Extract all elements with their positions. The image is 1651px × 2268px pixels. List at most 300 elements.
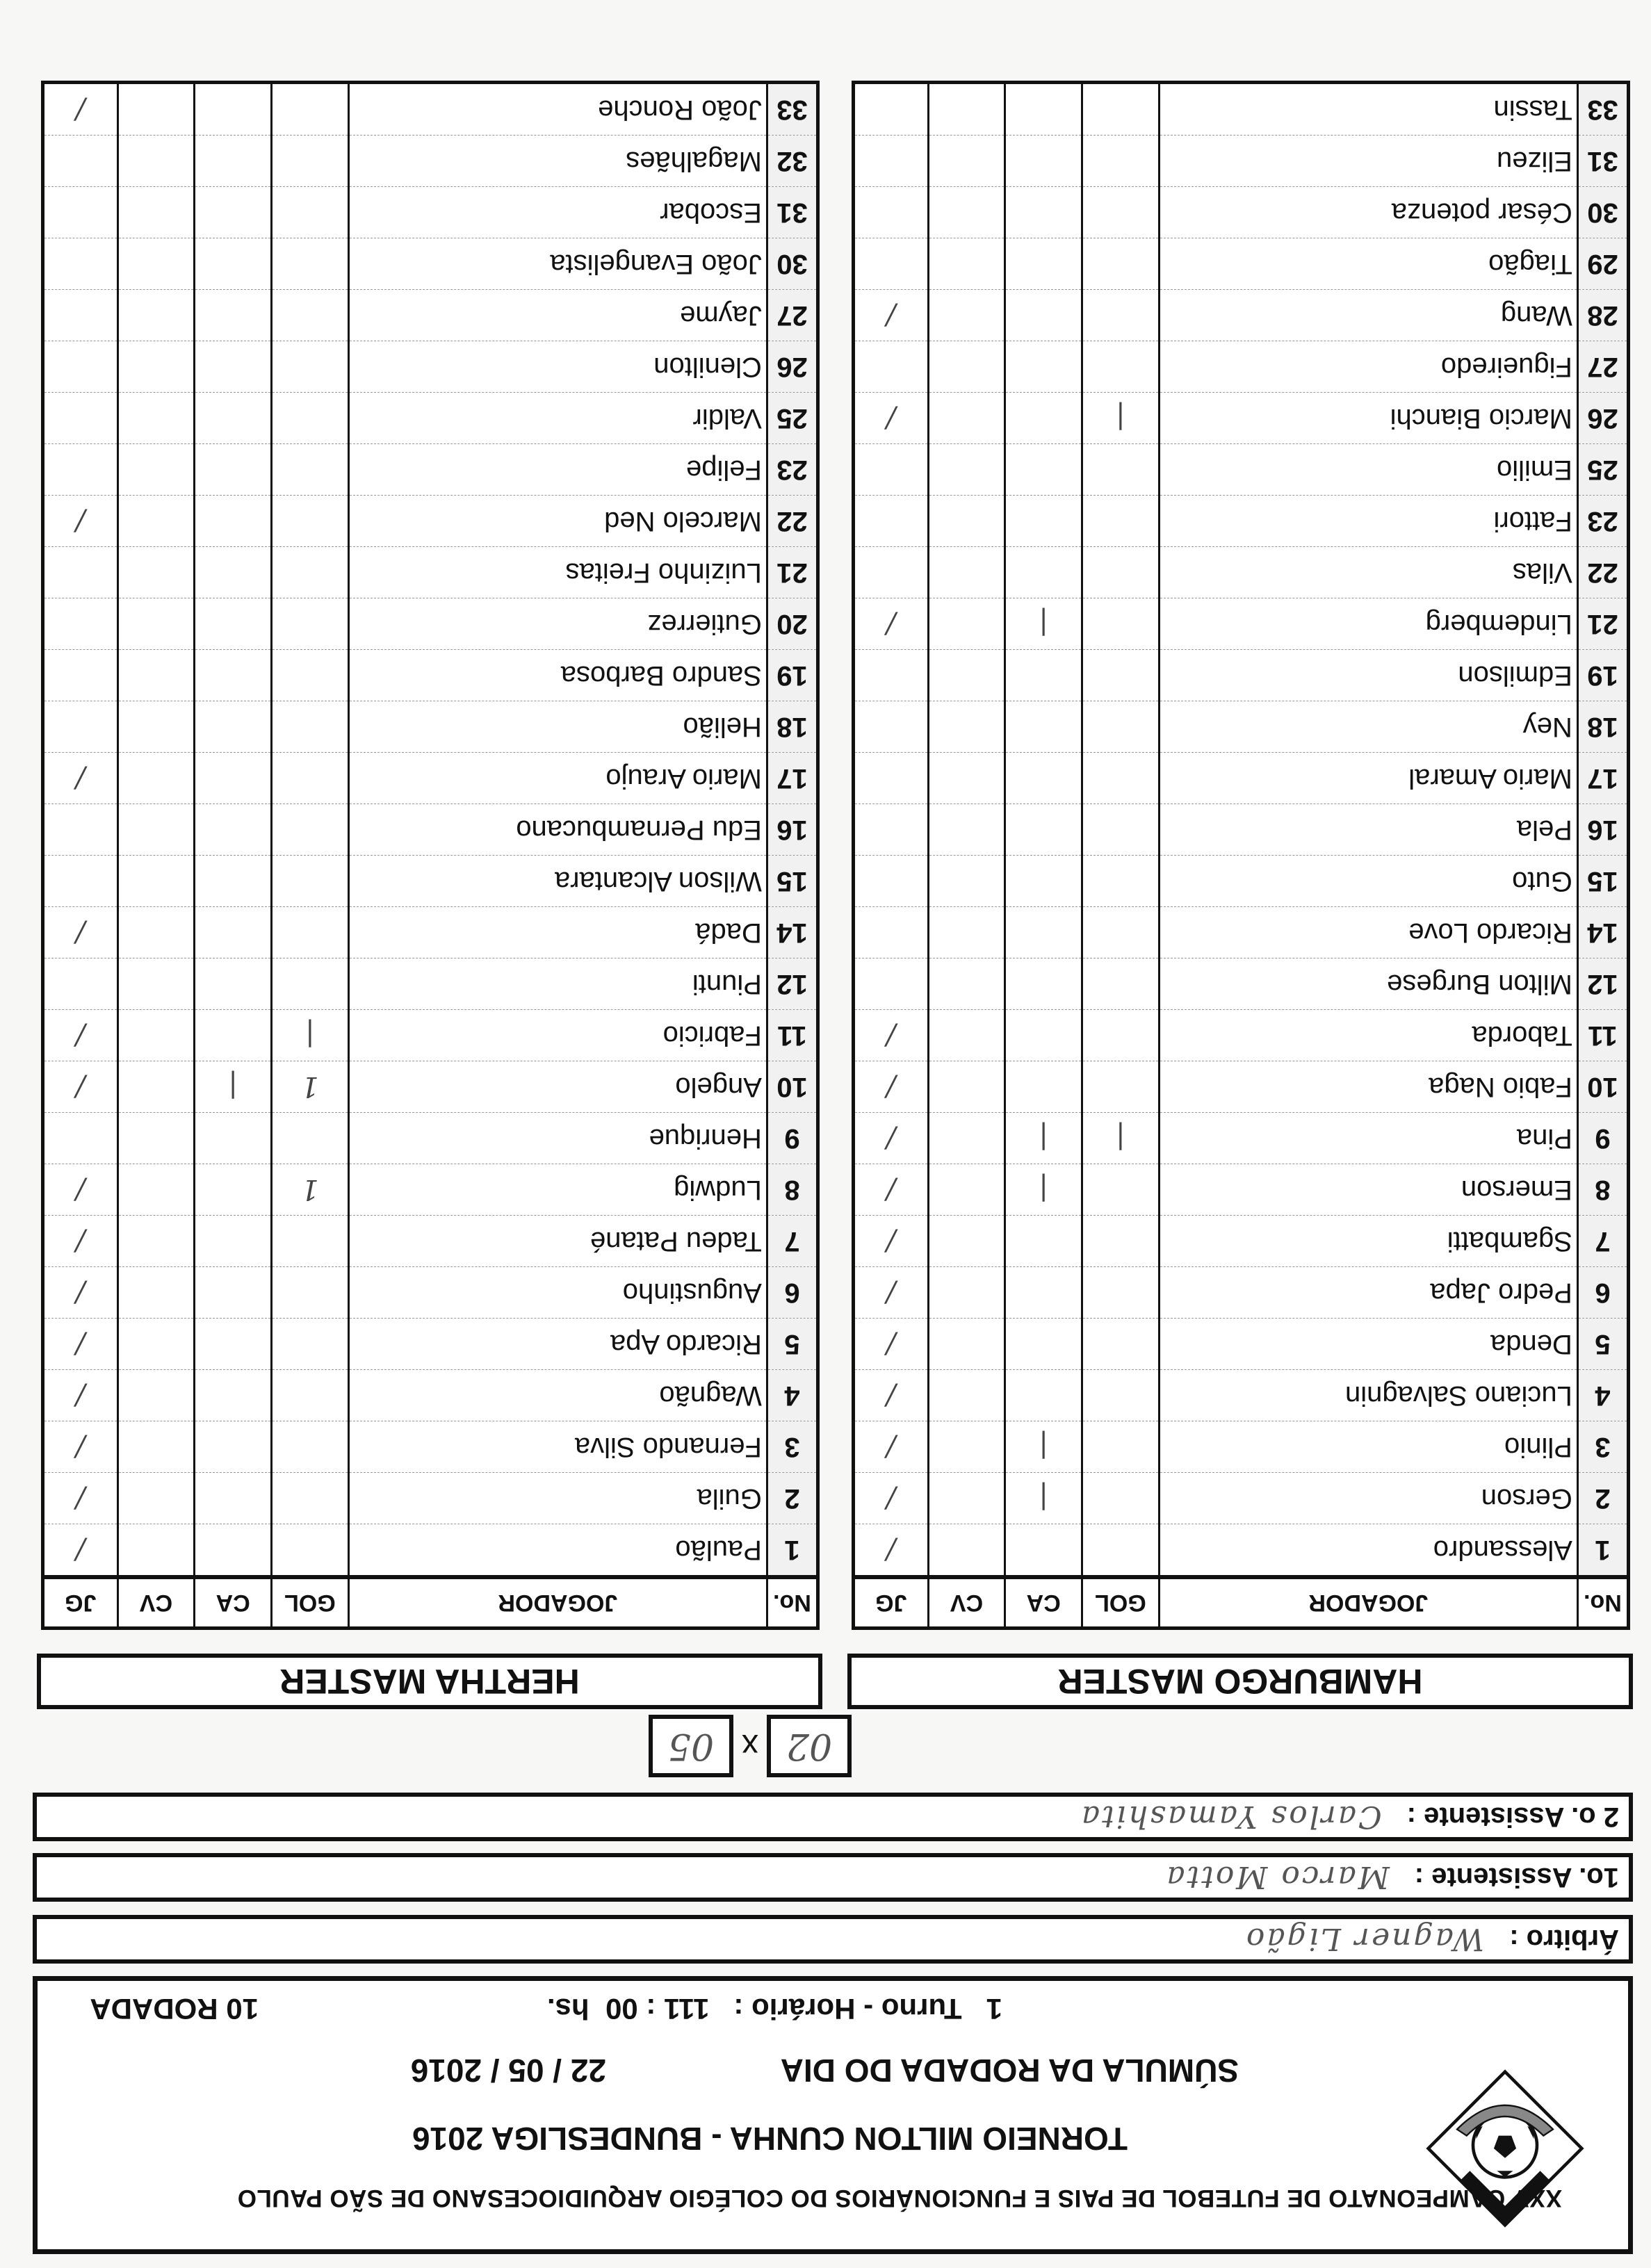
ca-cell[interactable] xyxy=(195,701,272,753)
jg-cell[interactable] xyxy=(854,547,929,598)
gol-cell[interactable] xyxy=(1082,753,1160,804)
jg-cell[interactable]: / xyxy=(854,1164,929,1216)
player-name: César potenza xyxy=(1159,187,1577,238)
player-row xyxy=(43,238,818,290)
gol-cell[interactable] xyxy=(1082,341,1160,393)
jg-cell[interactable]: / xyxy=(854,1216,929,1267)
player-number: 1 xyxy=(767,1524,818,1578)
player-name: Wang xyxy=(1159,290,1577,341)
gol-cell[interactable] xyxy=(272,1370,349,1421)
player-row xyxy=(43,650,818,701)
cv-cell[interactable] xyxy=(928,1473,1005,1524)
cv-cell[interactable] xyxy=(117,136,195,187)
gol-cell[interactable] xyxy=(272,907,349,958)
player-row xyxy=(854,1267,1629,1319)
ca-cell[interactable] xyxy=(195,496,272,547)
cv-cell[interactable] xyxy=(928,444,1005,496)
player-row xyxy=(43,1524,818,1578)
gol-cell[interactable] xyxy=(272,187,349,238)
cv-cell[interactable] xyxy=(928,496,1005,547)
gol-cell[interactable]: | xyxy=(1082,1113,1160,1164)
player-row xyxy=(43,701,818,753)
gol-cell[interactable] xyxy=(1082,1370,1160,1421)
gol-cell[interactable] xyxy=(272,1473,349,1524)
cv-cell[interactable] xyxy=(928,187,1005,238)
gol-cell[interactable] xyxy=(272,1113,349,1164)
jg-cell[interactable]: / xyxy=(43,1216,118,1267)
ca-cell[interactable] xyxy=(195,958,272,1010)
player-number: 15 xyxy=(1577,856,1628,907)
gol-cell[interactable] xyxy=(1082,958,1160,1010)
jg-cell[interactable] xyxy=(43,187,118,238)
gol-cell[interactable] xyxy=(1082,856,1160,907)
cv-cell[interactable] xyxy=(928,753,1005,804)
gol-cell[interactable] xyxy=(272,701,349,753)
player-number: 30 xyxy=(767,238,818,290)
cv-cell[interactable] xyxy=(117,1267,195,1319)
player-name: Escobar xyxy=(348,187,767,238)
gol-cell[interactable] xyxy=(272,1267,349,1319)
cv-cell[interactable] xyxy=(117,496,195,547)
gol-cell[interactable] xyxy=(1082,907,1160,958)
cv-cell[interactable] xyxy=(117,753,195,804)
player-row xyxy=(854,1319,1629,1370)
player-number: 2 xyxy=(1577,1473,1628,1524)
gol-cell[interactable] xyxy=(272,341,349,393)
cv-cell[interactable] xyxy=(928,83,1005,136)
jg-cell[interactable]: / xyxy=(854,1421,929,1473)
ca-cell[interactable] xyxy=(195,650,272,701)
ca-cell[interactable] xyxy=(195,1113,272,1164)
ca-cell[interactable] xyxy=(1005,1010,1082,1061)
jg-cell[interactable]: / xyxy=(854,598,929,650)
arbitro-field[interactable] xyxy=(33,1915,1633,1964)
cv-cell[interactable] xyxy=(117,1524,195,1578)
player-name: Luciano Salvagnin xyxy=(1159,1370,1577,1421)
ca-cell[interactable] xyxy=(1005,547,1082,598)
player-row xyxy=(854,187,1629,238)
gol-cell[interactable] xyxy=(272,753,349,804)
ca-cell[interactable] xyxy=(195,753,272,804)
gol-cell[interactable] xyxy=(1082,1267,1160,1319)
cv-cell[interactable] xyxy=(928,136,1005,187)
cv-cell[interactable] xyxy=(117,1164,195,1216)
jg-cell[interactable] xyxy=(854,958,929,1010)
cv-cell[interactable] xyxy=(928,907,1005,958)
player-number: 18 xyxy=(1577,701,1628,753)
cv-cell[interactable] xyxy=(117,444,195,496)
gol-cell[interactable]: 1 xyxy=(272,1061,349,1113)
ca-cell[interactable] xyxy=(195,907,272,958)
jg-cell[interactable] xyxy=(43,393,118,444)
score-home[interactable]: 02 xyxy=(767,1715,852,1777)
cv-cell[interactable] xyxy=(928,1061,1005,1113)
ca-cell[interactable] xyxy=(195,1473,272,1524)
jg-cell[interactable]: / xyxy=(854,1113,929,1164)
gol-cell[interactable] xyxy=(1082,444,1160,496)
gol-cell[interactable] xyxy=(272,496,349,547)
cv-cell[interactable] xyxy=(928,393,1005,444)
jg-cell[interactable]: / xyxy=(43,1421,118,1473)
gol-cell[interactable] xyxy=(1082,804,1160,856)
score-separator: x xyxy=(742,1727,758,1765)
cv-cell[interactable] xyxy=(117,83,195,136)
gol-cell[interactable] xyxy=(1082,1216,1160,1267)
gol-cell[interactable] xyxy=(1082,238,1160,290)
jg-cell[interactable]: / xyxy=(43,1319,118,1370)
gol-cell[interactable] xyxy=(1082,650,1160,701)
roster-table-home xyxy=(852,81,1630,1630)
cv-cell[interactable] xyxy=(928,238,1005,290)
player-row xyxy=(43,290,818,341)
ca-cell[interactable] xyxy=(1005,393,1082,444)
jg-cell[interactable] xyxy=(854,136,929,187)
jg-cell[interactable] xyxy=(43,1113,118,1164)
jg-cell[interactable] xyxy=(43,238,118,290)
ca-cell[interactable] xyxy=(1005,187,1082,238)
player-name: Henrique xyxy=(348,1113,767,1164)
jg-cell[interactable]: / xyxy=(854,1267,929,1319)
gol-cell[interactable] xyxy=(1082,1061,1160,1113)
jg-cell[interactable]: / xyxy=(854,1473,929,1524)
gol-cell[interactable] xyxy=(1082,598,1160,650)
cv-cell[interactable] xyxy=(928,1216,1005,1267)
player-name: Edmilson xyxy=(1159,650,1577,701)
player-name: Angelo xyxy=(348,1061,767,1113)
ca-cell[interactable] xyxy=(1005,444,1082,496)
jg-cell[interactable] xyxy=(43,958,118,1010)
player-name: Denda xyxy=(1159,1319,1577,1370)
ca-cell[interactable]: | xyxy=(1005,1113,1082,1164)
player-row xyxy=(43,856,818,907)
jg-cell[interactable] xyxy=(854,341,929,393)
cv-cell[interactable] xyxy=(928,1370,1005,1421)
gol-cell[interactable] xyxy=(272,83,349,136)
ca-cell[interactable]: | xyxy=(1005,1473,1082,1524)
cv-cell[interactable] xyxy=(928,1113,1005,1164)
jg-cell[interactable]: / xyxy=(43,753,118,804)
ca-cell[interactable] xyxy=(1005,496,1082,547)
ca-cell[interactable] xyxy=(1005,1267,1082,1319)
jg-cell[interactable] xyxy=(43,650,118,701)
player-number: 27 xyxy=(767,290,818,341)
jg-cell[interactable]: / xyxy=(43,1267,118,1319)
cv-cell[interactable] xyxy=(928,1010,1005,1061)
gol-cell[interactable] xyxy=(1082,1473,1160,1524)
ca-cell[interactable] xyxy=(195,1370,272,1421)
cv-cell[interactable] xyxy=(117,290,195,341)
ca-cell[interactable] xyxy=(195,1267,272,1319)
gol-cell[interactable] xyxy=(272,958,349,1010)
assistente-2-field[interactable] xyxy=(33,1793,1633,1841)
gol-cell[interactable] xyxy=(272,393,349,444)
gol-cell[interactable] xyxy=(1082,1010,1160,1061)
cv-cell[interactable] xyxy=(117,1010,195,1061)
jg-cell[interactable] xyxy=(43,701,118,753)
jg-cell[interactable]: / xyxy=(854,1010,929,1061)
cv-cell[interactable] xyxy=(928,1421,1005,1473)
player-name: Guila xyxy=(348,1473,767,1524)
gol-cell[interactable] xyxy=(1082,547,1160,598)
cv-cell[interactable] xyxy=(928,856,1005,907)
cv-cell[interactable] xyxy=(117,958,195,1010)
ca-cell[interactable] xyxy=(1005,83,1082,136)
jg-cell[interactable]: / xyxy=(43,1164,118,1216)
cv-cell[interactable] xyxy=(928,701,1005,753)
jg-cell[interactable]: / xyxy=(43,1061,118,1113)
ca-cell[interactable] xyxy=(1005,958,1082,1010)
player-row xyxy=(43,1319,818,1370)
player-row xyxy=(854,1010,1629,1061)
col-header-no: No. xyxy=(767,1577,818,1629)
ca-cell[interactable] xyxy=(195,238,272,290)
ca-cell[interactable] xyxy=(195,1216,272,1267)
ca-cell[interactable] xyxy=(195,547,272,598)
cv-cell[interactable] xyxy=(117,907,195,958)
player-row xyxy=(854,650,1629,701)
player-row xyxy=(43,958,818,1010)
cv-cell[interactable] xyxy=(117,804,195,856)
gol-cell[interactable] xyxy=(1082,701,1160,753)
ca-cell[interactable] xyxy=(195,341,272,393)
cv-cell[interactable] xyxy=(117,598,195,650)
jg-cell[interactable] xyxy=(854,187,929,238)
jg-cell[interactable] xyxy=(43,856,118,907)
jg-cell[interactable] xyxy=(43,136,118,187)
player-number: 11 xyxy=(767,1010,818,1061)
ca-cell[interactable] xyxy=(195,1319,272,1370)
assistente-2-label: 2 o. Assistente : xyxy=(1406,1802,1619,1833)
gol-cell[interactable] xyxy=(272,1524,349,1578)
ca-cell[interactable]: | xyxy=(1005,1164,1082,1216)
ca-cell[interactable] xyxy=(195,1010,272,1061)
player-row xyxy=(43,1473,818,1524)
ca-cell[interactable] xyxy=(1005,136,1082,187)
gol-cell[interactable] xyxy=(1082,187,1160,238)
ca-cell[interactable] xyxy=(195,856,272,907)
cv-cell[interactable] xyxy=(117,1216,195,1267)
cv-cell[interactable] xyxy=(117,187,195,238)
jg-cell[interactable]: / xyxy=(854,1524,929,1578)
cv-cell[interactable] xyxy=(117,1370,195,1421)
player-name: Dadá xyxy=(348,907,767,958)
cv-cell[interactable] xyxy=(928,804,1005,856)
jg-cell[interactable]: / xyxy=(854,1061,929,1113)
ca-cell[interactable] xyxy=(195,1164,272,1216)
cv-cell[interactable] xyxy=(928,290,1005,341)
jg-cell[interactable] xyxy=(854,804,929,856)
ca-cell[interactable] xyxy=(1005,238,1082,290)
player-number: 21 xyxy=(1577,598,1628,650)
cv-cell[interactable] xyxy=(117,1319,195,1370)
ca-cell[interactable] xyxy=(1005,341,1082,393)
ca-cell[interactable] xyxy=(1005,1061,1082,1113)
jg-cell[interactable] xyxy=(43,598,118,650)
ca-cell[interactable] xyxy=(1005,650,1082,701)
cv-cell[interactable] xyxy=(928,1319,1005,1370)
gol-cell[interactable] xyxy=(272,444,349,496)
jg-cell[interactable] xyxy=(854,701,929,753)
jg-cell[interactable]: / xyxy=(854,1319,929,1370)
gol-cell[interactable] xyxy=(272,1216,349,1267)
cv-cell[interactable] xyxy=(928,341,1005,393)
ca-cell[interactable] xyxy=(1005,907,1082,958)
cv-cell[interactable] xyxy=(928,650,1005,701)
col-header-jogador: JOGADOR xyxy=(1159,1577,1577,1629)
gol-cell[interactable] xyxy=(272,598,349,650)
player-name: Fabio Naga xyxy=(1159,1061,1577,1113)
ca-cell[interactable] xyxy=(195,598,272,650)
cv-cell[interactable] xyxy=(928,958,1005,1010)
col-header-ca: CA xyxy=(195,1577,272,1629)
ca-cell[interactable] xyxy=(195,804,272,856)
cv-cell[interactable] xyxy=(117,1113,195,1164)
ca-cell[interactable] xyxy=(195,393,272,444)
gol-cell[interactable] xyxy=(272,856,349,907)
jg-cell[interactable] xyxy=(854,753,929,804)
cv-cell[interactable] xyxy=(928,1524,1005,1578)
gol-cell[interactable] xyxy=(1082,1164,1160,1216)
jg-cell[interactable]: / xyxy=(43,1524,118,1578)
player-row xyxy=(854,393,1629,444)
gol-cell[interactable] xyxy=(272,650,349,701)
jg-cell[interactable] xyxy=(43,547,118,598)
ca-cell[interactable]: | xyxy=(1005,598,1082,650)
gol-cell[interactable] xyxy=(272,1319,349,1370)
ca-cell[interactable] xyxy=(1005,701,1082,753)
cv-cell[interactable] xyxy=(117,650,195,701)
gol-cell[interactable]: 1 xyxy=(272,1164,349,1216)
player-name: Helião xyxy=(348,701,767,753)
cv-cell[interactable] xyxy=(117,238,195,290)
ca-cell[interactable] xyxy=(1005,804,1082,856)
ca-cell[interactable] xyxy=(195,136,272,187)
gol-cell[interactable] xyxy=(1082,83,1160,136)
roster-table-away xyxy=(41,81,820,1630)
jg-cell[interactable] xyxy=(854,83,929,136)
arbitro-value: Wagner Ligão xyxy=(1244,1921,1485,1957)
score-away[interactable]: 05 xyxy=(649,1715,733,1777)
ca-cell[interactable] xyxy=(1005,753,1082,804)
ca-cell[interactable] xyxy=(1005,1319,1082,1370)
player-row xyxy=(43,907,818,958)
ca-cell[interactable] xyxy=(1005,1524,1082,1578)
player-row xyxy=(854,804,1629,856)
player-name: Ricardo Love xyxy=(1159,907,1577,958)
ca-cell[interactable]: | xyxy=(1005,1421,1082,1473)
gol-cell[interactable] xyxy=(1082,136,1160,187)
gol-cell[interactable] xyxy=(272,290,349,341)
col-header-cv: CV xyxy=(117,1577,195,1629)
ca-cell[interactable] xyxy=(195,1524,272,1578)
jg-cell[interactable]: / xyxy=(854,290,929,341)
ca-cell[interactable] xyxy=(1005,856,1082,907)
player-name: Milton Burgese xyxy=(1159,958,1577,1010)
cv-cell[interactable] xyxy=(117,547,195,598)
jg-cell[interactable]: / xyxy=(43,1370,118,1421)
assistente-1-field[interactable] xyxy=(33,1853,1633,1902)
cv-cell[interactable] xyxy=(928,547,1005,598)
gol-cell[interactable] xyxy=(1082,1319,1160,1370)
player-name: Edu Pernambucano xyxy=(348,804,767,856)
jg-cell[interactable] xyxy=(854,650,929,701)
player-name: Gerson xyxy=(1159,1473,1577,1524)
ca-cell[interactable] xyxy=(195,290,272,341)
ca-cell[interactable] xyxy=(195,83,272,136)
jg-cell[interactable] xyxy=(854,907,929,958)
jg-cell[interactable] xyxy=(43,444,118,496)
jg-cell[interactable] xyxy=(854,444,929,496)
jg-cell[interactable] xyxy=(854,856,929,907)
jg-cell[interactable]: / xyxy=(43,1473,118,1524)
ca-cell[interactable]: | xyxy=(195,1061,272,1113)
gol-cell[interactable] xyxy=(1082,1421,1160,1473)
ca-cell[interactable] xyxy=(195,444,272,496)
gol-cell[interactable]: | xyxy=(1082,393,1160,444)
player-number: 19 xyxy=(767,650,818,701)
player-number: 5 xyxy=(767,1319,818,1370)
gol-cell[interactable] xyxy=(272,1421,349,1473)
match-date: 22 / 05 / 2016 xyxy=(410,2053,606,2089)
gol-cell[interactable] xyxy=(1082,496,1160,547)
jg-cell[interactable] xyxy=(43,804,118,856)
cv-cell[interactable] xyxy=(117,393,195,444)
player-row xyxy=(854,1113,1629,1164)
gol-cell[interactable] xyxy=(272,547,349,598)
player-row xyxy=(43,1216,818,1267)
jg-cell[interactable]: / xyxy=(43,907,118,958)
player-row xyxy=(43,1370,818,1421)
gol-cell[interactable] xyxy=(1082,290,1160,341)
jg-cell[interactable] xyxy=(854,496,929,547)
jg-cell[interactable]: / xyxy=(43,496,118,547)
cv-cell[interactable] xyxy=(117,341,195,393)
jg-cell[interactable]: / xyxy=(854,1370,929,1421)
player-number: 19 xyxy=(1577,650,1628,701)
cv-cell[interactable] xyxy=(117,1473,195,1524)
gol-cell[interactable]: | xyxy=(272,1010,349,1061)
jg-cell[interactable]: / xyxy=(43,1010,118,1061)
ca-cell[interactable] xyxy=(1005,1216,1082,1267)
organization-title: XXV CAMPEONATO DE FUTEBOL DE PAIS E FUNCIONÁRIOS DO COLÉGIO ARQUIDIOCESANO DE SÃO PAULO xyxy=(237,2185,1562,2212)
ca-cell[interactable] xyxy=(195,187,272,238)
player-number: 23 xyxy=(767,444,818,496)
player-name: Vilas xyxy=(1159,547,1577,598)
jg-cell[interactable] xyxy=(854,238,929,290)
ca-cell[interactable] xyxy=(195,1421,272,1473)
cv-cell[interactable] xyxy=(117,1421,195,1473)
player-number: 31 xyxy=(767,187,818,238)
jg-cell[interactable]: / xyxy=(854,393,929,444)
cv-cell[interactable] xyxy=(928,598,1005,650)
cv-cell[interactable] xyxy=(117,701,195,753)
cv-cell[interactable] xyxy=(117,856,195,907)
gol-cell[interactable] xyxy=(272,238,349,290)
cv-cell[interactable] xyxy=(928,1267,1005,1319)
gol-cell[interactable] xyxy=(272,136,349,187)
cv-cell[interactable] xyxy=(928,1164,1005,1216)
gol-cell[interactable] xyxy=(272,804,349,856)
ca-cell[interactable] xyxy=(1005,290,1082,341)
gol-cell[interactable] xyxy=(1082,1524,1160,1578)
jg-cell[interactable] xyxy=(43,341,118,393)
cv-cell[interactable] xyxy=(117,1061,195,1113)
jg-cell[interactable] xyxy=(43,290,118,341)
jg-cell[interactable]: / xyxy=(43,83,118,136)
ca-cell[interactable] xyxy=(1005,1370,1082,1421)
player-row xyxy=(854,856,1629,907)
col-header-jg: JG xyxy=(43,1577,118,1629)
